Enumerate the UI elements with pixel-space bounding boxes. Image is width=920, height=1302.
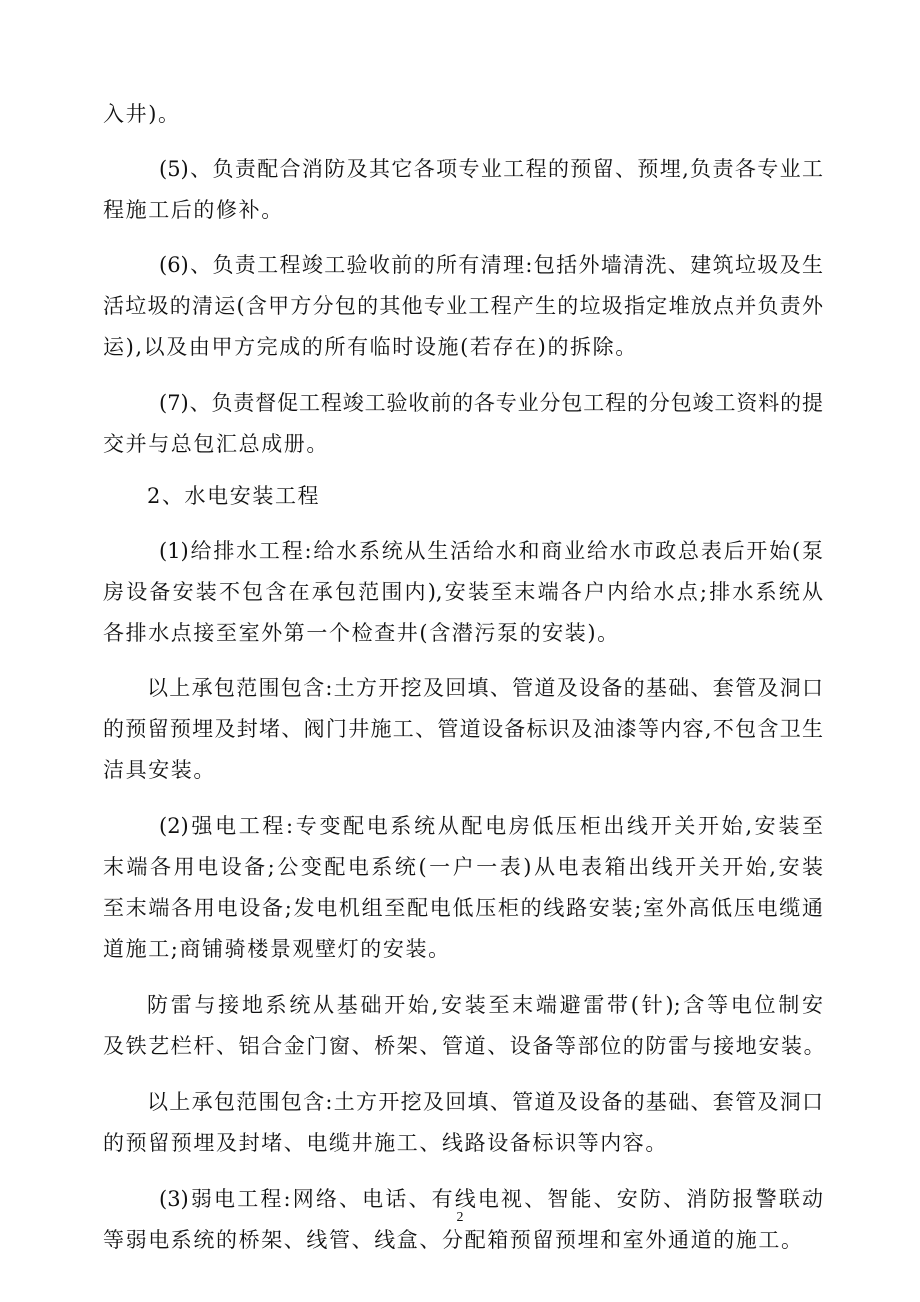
text-line: 道施工;商铺骑楼景观壁灯的安装。 [103, 937, 451, 961]
text-line: (1)给排水工程:给水系统从生活给水和商业给水市政总表后开始(泵 [159, 539, 823, 563]
text-line: 及铁艺栏杆、铝合金门窗、桥架、管道、设备等部位的防雷与接地安装。 [103, 1034, 827, 1058]
text-line: (2)强电工程:专变配电系统从配电房低压柜出线开关开始,安装至 [159, 814, 823, 838]
text-line: 洁具安装。 [103, 758, 216, 782]
text-line: 的预留预埋及封堵、阀门井施工、管道设备标识及油漆等内容,不包含卫生 [103, 717, 823, 741]
text-line: 各排水点接至室外第一个检查井(含潜污泵的安装)。 [103, 621, 620, 645]
text-line: 至末端各用电设备;发电机组至配电低压柜的线路安装;室外高低压电缆通 [103, 896, 823, 920]
text-line: 末端各用电设备;公变配电系统(一户一表)从电表箱出线开关开始,安装 [103, 855, 823, 879]
text-line: 入井)。 [103, 102, 181, 126]
text-line: 防雷与接地系统从基础开始,安装至末端避雷带(针);含等电位制安 [147, 993, 823, 1017]
text-line: 等弱电系统的桥架、线管、线盒、分配箱预留预埋和室外通道的施工。 [103, 1228, 804, 1252]
page-number: 2 [456, 1210, 464, 1225]
text-line: (3)弱电工程:网络、电话、有线电视、智能、安防、消防报警联动 [159, 1187, 823, 1211]
text-line: (7)、负责督促工程竣工验收前的各专业分包工程的分包竣工资料的提 [159, 391, 823, 415]
text-line: 程施工后的修补。 [103, 198, 284, 222]
text-line: 房设备安装不包含在承包范围内),安装至末端各户内给水点;排水系统从 [103, 580, 823, 604]
text-line: 以上承包范围包含:土方开挖及回填、管道及设备的基础、套管及洞口 [147, 1090, 823, 1114]
section-heading: 2、水电安装工程 [147, 484, 321, 508]
text-line: 运),以及由甲方完成的所有临时设施(若存在)的拆除。 [103, 335, 638, 359]
text-line: 交并与总包汇总成册。 [103, 432, 329, 456]
text-line: 的预留预埋及封堵、电缆井施工、线路设备标识等内容。 [103, 1131, 668, 1155]
text-line: (6)、负责工程竣工验收前的所有清理:包括外墙清洗、建筑垃圾及生 [159, 253, 823, 277]
text-line: 以上承包范围包含:土方开挖及回填、管道及设备的基础、套管及洞口 [147, 676, 823, 700]
text-line: (5)、负责配合消防及其它各项专业工程的预留、预埋,负责各专业工 [159, 157, 823, 181]
text-line: 活垃圾的清运(含甲方分包的其他专业工程产生的垃圾指定堆放点并负责外 [103, 294, 823, 318]
